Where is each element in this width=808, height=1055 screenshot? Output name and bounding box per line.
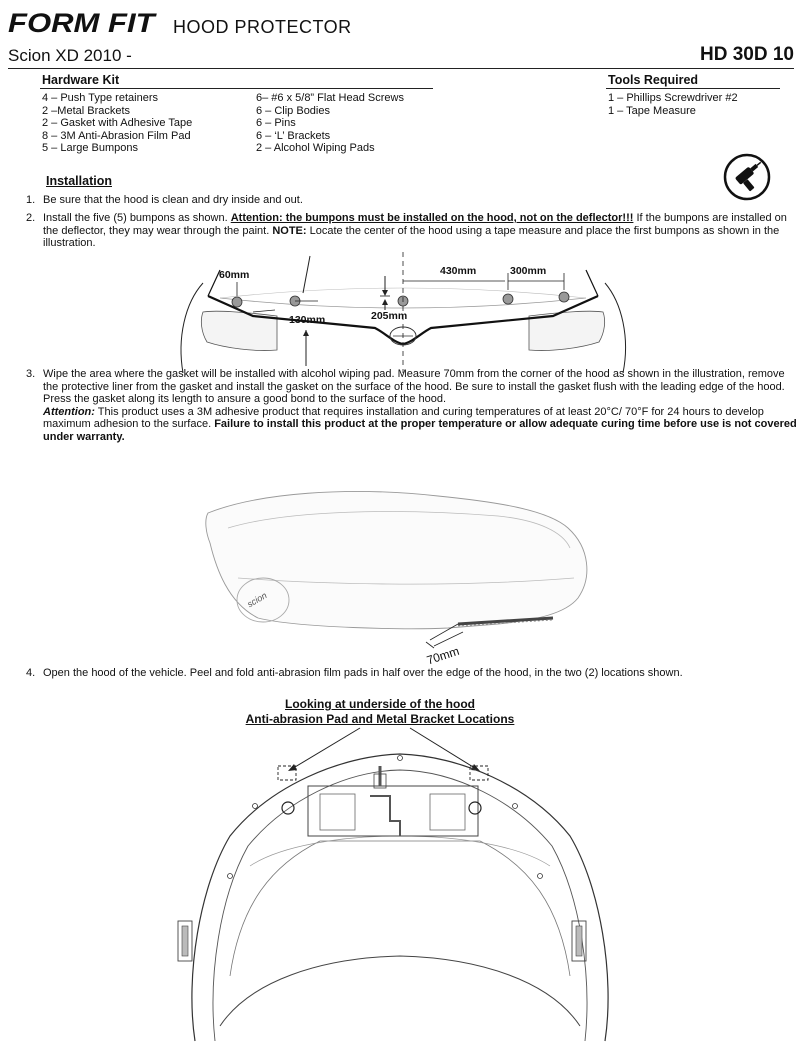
- step-number: 4.: [26, 667, 36, 679]
- tools-list: [608, 92, 738, 117]
- part-number: HD 30D 10: [700, 44, 794, 65]
- note-label: NOTE:: [272, 224, 307, 237]
- step-number: 1.: [26, 194, 36, 206]
- step-text-part: If the bumpons are installed on the deflector, they may wear through the paint.: [43, 212, 787, 237]
- step-text-part: Locate the center of the hood using a tape measure and place the first bumpons as shown in the illustration.: [43, 224, 780, 250]
- step-text: Open the hood of the vehicle. Peel and fold anti-abrasion film pads in half over the edge of the hood, in the two (2) locations shown.: [43, 667, 683, 679]
- brand-logo: FORM FIT: [8, 8, 155, 38]
- bumpon-placement-diagram: [175, 248, 635, 378]
- brand-header: [8, 8, 352, 39]
- step-number: 2.: [26, 212, 36, 224]
- hardware-item: 6 – Pins: [256, 117, 296, 129]
- hardware-list-col1: [42, 92, 192, 155]
- hardware-kit-underline: [40, 88, 433, 89]
- hardware-kit-heading: Hardware Kit: [42, 73, 120, 87]
- hardware-item: 4 – Push Type retainers: [42, 92, 158, 104]
- tools-underline: [606, 88, 780, 89]
- dim-300mm: 300mm: [510, 265, 547, 277]
- hardware-item: 6 – ‘L’ Brackets: [256, 129, 331, 142]
- figure3-title-line2: Anti-abrasion Pad and Metal Bracket Locations: [245, 712, 515, 726]
- step-number: 3.: [26, 368, 36, 380]
- step-text: [43, 212, 796, 250]
- step-text-part: This product uses a 3M adhesive product that requires installation and curing temperatures of at least 20°C/ 70°F for 24 hours to develop maximum adhesion to the surface.: [43, 405, 764, 431]
- tool-item: 1 – Phillips Screwdriver #2: [608, 92, 738, 104]
- hardware-item: 6 – Clip Bodies: [256, 104, 330, 117]
- dim-70mm: 70mm: [424, 643, 461, 668]
- attention-text: Attention: the bumpons must be installed on the hood, not on the deflector!!!: [230, 212, 634, 224]
- svg-text:scion: scion: [245, 590, 269, 610]
- step-text-part: Wipe the area where the gasket will be installed with alcohol wiping pad. Measure 70mm from the corner of the hood as shown in the illustration, remove the protective liner from the gasket and install the gasket on the surface of the hood. Be sure to install the gasket flush with the leading edge of the hood. Press the gasket along its length to ansure a good bond to the surface of the hood.: [43, 368, 785, 406]
- dim-60mm: 60mm: [219, 269, 250, 281]
- dim-430mm: 430mm: [440, 265, 477, 277]
- dim-130mm: 130mm: [289, 314, 326, 326]
- hood-underside-diagram: [160, 726, 640, 1046]
- step-text: Be sure that the hood is clean and dry inside and out.: [43, 194, 303, 206]
- tool-item: 1 – Tape Measure: [608, 104, 696, 117]
- hardware-item: 6– #6 x 5/8” Flat Head Screws: [256, 92, 404, 104]
- warranty-warning: Failure to install this product at the proper temperature or allow adequate curing time before use is not covered under warranty.: [43, 418, 797, 443]
- step-text: [43, 368, 801, 444]
- dim-205mm: 205mm: [371, 310, 408, 322]
- attention-label: Attention:: [43, 405, 95, 418]
- product-title: HOOD PROTECTOR: [173, 17, 352, 37]
- vehicle-model: Scion XD 2010 -: [8, 46, 132, 65]
- hardware-item: 5 – Large Bumpons: [42, 142, 139, 154]
- figure3-title: [220, 697, 540, 727]
- hardware-item: 2 – Alcohol Wiping Pads: [256, 142, 375, 154]
- installation-heading: Installation: [46, 174, 112, 188]
- hardware-item: 2 – Gasket with Adhesive Tape: [42, 117, 193, 129]
- hardware-item: 8 – 3M Anti-Abrasion Film Pad: [42, 129, 191, 142]
- gasket-placement-diagram: [198, 488, 598, 668]
- hardware-list-col2: [256, 92, 404, 155]
- figure3-title-line1: Looking at underside of the hood: [285, 697, 475, 711]
- hardware-item: 2 –Metal Brackets: [42, 104, 131, 117]
- tools-heading: Tools Required: [608, 73, 699, 87]
- power-drill-icon: [722, 152, 772, 202]
- header-divider: [8, 68, 794, 69]
- step-text-part: Install the five (5) bumpons as shown.: [43, 212, 231, 224]
